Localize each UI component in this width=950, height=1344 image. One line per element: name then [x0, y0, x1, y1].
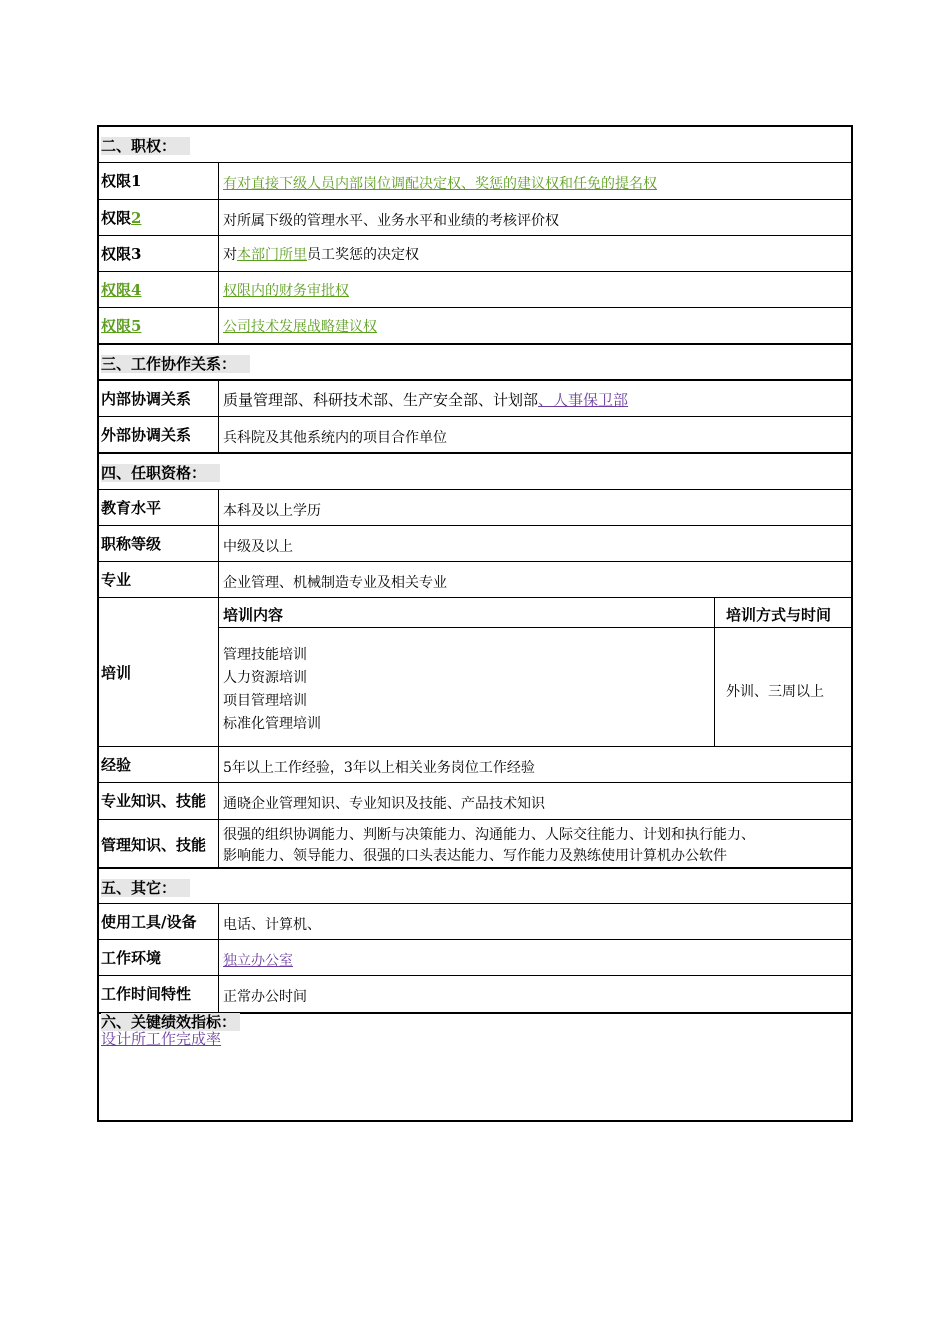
- section-relations-title: 三、工作协作关系：: [101, 355, 250, 373]
- authority-5-text[interactable]: 公司技术发展战略建议权: [223, 319, 377, 335]
- section-qualifications: [99, 452, 851, 489]
- training-items: [223, 644, 321, 736]
- list-item: 项目管理培训: [223, 693, 307, 709]
- training-method: 外训、三周以上: [726, 684, 824, 700]
- experience-row: 经验 5年以上工作经验，3年以上相关业务岗位工作经验: [99, 746, 851, 782]
- list-item: 标准化管理培训: [223, 716, 321, 732]
- authority-row-2: 权限2 对所属下级的管理水平、业务水平和业绩的考核评价权: [99, 199, 851, 235]
- work-time-row: 工作时间特性 正常办公时间: [99, 975, 851, 1012]
- training-method-header: 培训方式与时间: [726, 606, 832, 624]
- training-content-header: 培训内容: [223, 606, 284, 624]
- authority-4-text[interactable]: 权限内的财务审批权: [223, 283, 349, 299]
- authority-2-text: 对所属下级的管理水平、业务水平和业绩的考核评价权: [223, 213, 559, 229]
- list-item: 人力资源培训: [223, 670, 307, 686]
- title-row: 职称等级 中级及以上: [99, 525, 851, 561]
- authority-row-3: 权限3 对本部门所里员工奖惩的决定权: [99, 235, 851, 271]
- management-row: 管理知识、技能 很强的组织协调能力、判断与决策能力、沟通能力、人际交往能力、计划和执行能力、 影响能力、领导能力、很强的口头表达能力、写作能力及熟练使用计算机办公软件: [99, 819, 851, 867]
- section-kpi: [99, 1012, 851, 1120]
- authority-row-1: 权限1 有对直接下级人员内部岗位调配决定权、奖惩的建议权和任免的提名权: [99, 162, 851, 199]
- environment-link[interactable]: 独立办公室: [223, 953, 293, 969]
- training-row: 培训 培训内容 培训方式与时间 管理技能培训 人力资源培训 项目管理培训 标准化管理培训 外训、三周以上: [99, 597, 851, 746]
- section-authority-title: 二、职权：: [101, 137, 190, 155]
- internal-relations-row: 内部协调关系 质量管理部、科研技术部、生产安全部、计划部、人事保卫部: [99, 379, 851, 416]
- environment-row: 工作环境 独立办公室: [99, 939, 851, 975]
- internal-relations-label: 内部协调关系: [99, 381, 219, 416]
- authority-1-text[interactable]: 有对直接下级人员内部岗位调配决定权、奖惩的建议权和任免的提名权: [223, 176, 657, 192]
- hr-security-link[interactable]: 、人事保卫部: [538, 391, 629, 409]
- list-item: 管理技能培训: [223, 647, 307, 663]
- external-relations-label: 外部协调关系: [99, 417, 219, 452]
- education-row: 教育水平 本科及以上学历: [99, 489, 851, 525]
- authority-3-link[interactable]: 本部门所里: [237, 247, 307, 263]
- job-description-table: [97, 125, 853, 1122]
- knowledge-row: 专业知识、技能 通晓企业管理知识、专业知识及技能、产品技术知识: [99, 782, 851, 819]
- authority-row-5: 权限5 公司技术发展战略建议权: [99, 307, 851, 343]
- external-relations-row: 外部协调关系 兵科院及其他系统内的项目合作单位: [99, 416, 851, 452]
- authority-row-4: 权限4 权限内的财务审批权: [99, 271, 851, 307]
- section-qualifications-title: 四、任职资格：: [101, 464, 220, 482]
- section-others: [99, 867, 851, 903]
- section-relations: [99, 343, 851, 379]
- tools-row: 使用工具/设备 电话、计算机、: [99, 903, 851, 939]
- section-kpi-title: 六、关键绩效指标：: [101, 1013, 240, 1031]
- kpi-item-link[interactable]: 设计所工作完成率: [101, 1030, 222, 1048]
- section-authority: [99, 127, 851, 162]
- section-others-title: 五、其它：: [101, 879, 190, 897]
- major-row: 专业 企业管理、机械制造专业及相关专业: [99, 561, 851, 597]
